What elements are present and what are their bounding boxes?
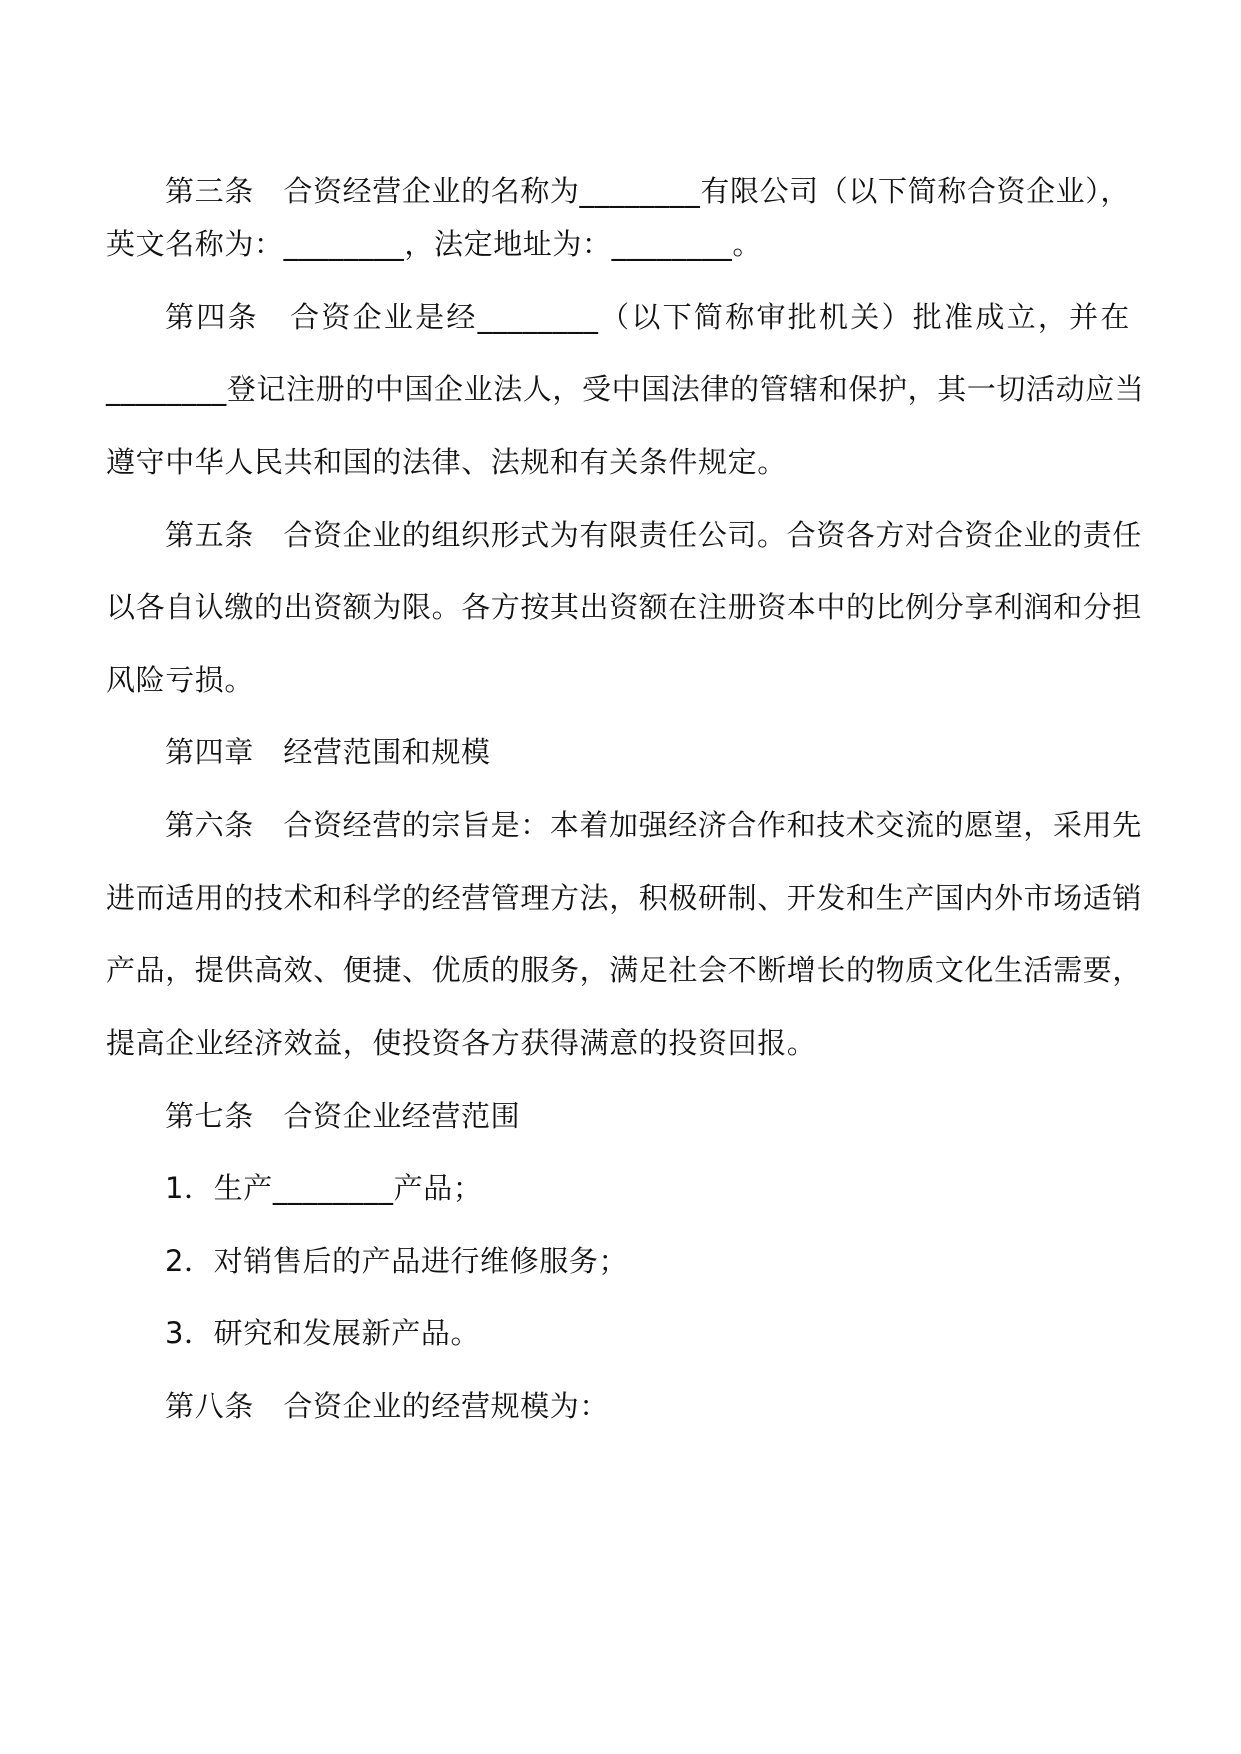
article-3-line-1: 第三条 合资经营企业的名称为________有限公司（以下简称合资企业）， [165,174,1130,208]
article-4-line-1: 第四条 合资企业是经________（以下简称审批机关）批准成立，并在 [165,300,1130,334]
article-6-line-2: 进而适用的技术和科学的经营管理方法，积极研制、开发和生产国内外市场适销 [106,881,1143,915]
article-4-line-2: ________登记注册的中国企业法人，受中国法律的管辖和保护，其一切活动应当 [106,372,1145,406]
scope-item-1: 1．生产________产品； [165,1171,483,1205]
article-4-line-3: 遵守中华人民共和国的法律、法规和有关条件规定。 [106,445,787,479]
article-8-line-1: 第八条 合资企业的经营规模为： [165,1389,610,1423]
article-5-line-2: 以各自认缴的出资额为限。各方按其出资额在注册资本中的比例分享利润和分担 [106,590,1143,624]
article-6-line-3: 产品，提供高效、便捷、优质的服务，满足社会不断增长的物质文化生活需要， [106,953,1143,987]
article-3-line-2: 英文名称为：________，法定地址为：________。 [106,227,763,261]
article-6-line-4: 提高企业经济效益，使投资各方获得满意的投资回报。 [106,1026,817,1060]
article-6-line-1: 第六条 合资经营的宗旨是：本着加强经济合作和技术交流的愿望，采用先 [165,808,1142,842]
article-7-heading: 第七条 合资企业经营范围 [165,1099,521,1133]
chapter-4-heading: 第四章 经营范围和规模 [165,735,491,769]
scope-item-3: 3．研究和发展新产品。 [165,1316,481,1350]
article-5-line-1: 第五条 合资企业的组织形式为有限责任公司。合资各方对合资企业的责任 [165,518,1142,552]
article-5-line-3: 风险亏损。 [106,663,255,697]
scope-item-2: 2．对销售后的产品进行维修服务； [165,1244,629,1278]
